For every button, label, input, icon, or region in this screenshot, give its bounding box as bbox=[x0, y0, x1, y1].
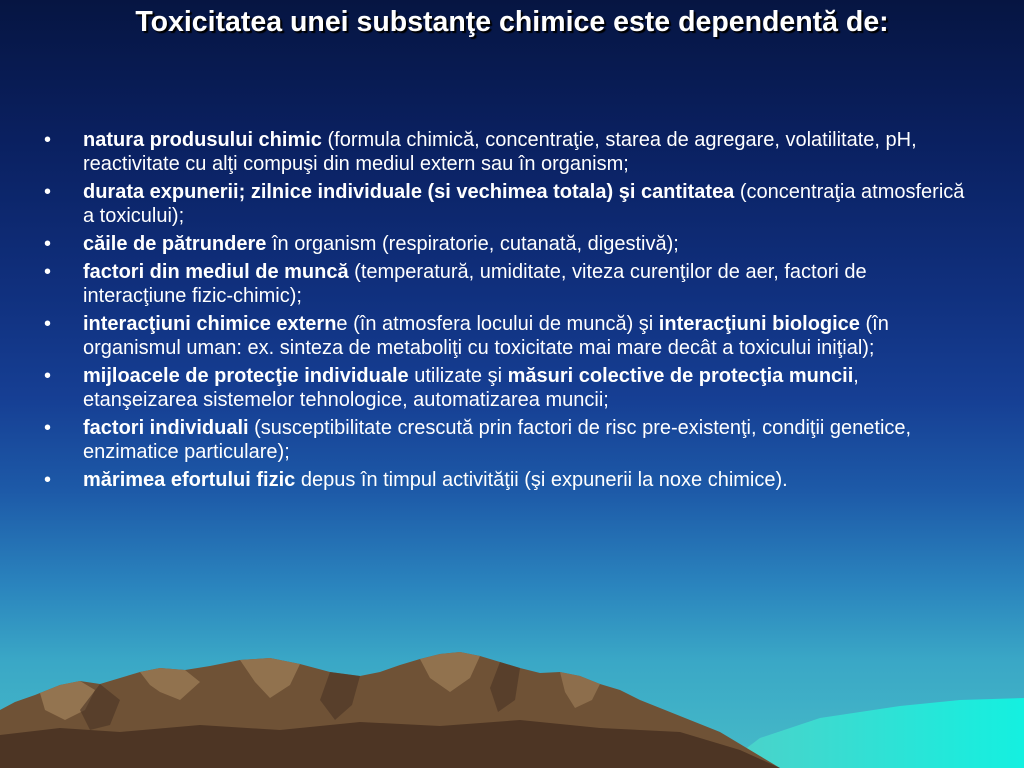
bullet-item bbox=[40, 232, 965, 256]
bullet-text: depus în timpul activităţii (şi expunerii la noxe chimice). bbox=[295, 469, 788, 491]
bullet-item bbox=[40, 416, 965, 464]
bullet-key-term: durata expunerii; zilnice individuale (si vechimea totala) şi cantitatea bbox=[83, 181, 735, 203]
bullet-text: (în organismul uman: ex. sinteza de metaboliţi cu toxicitate mai mare decât a toxicului iniţial); bbox=[83, 313, 889, 359]
bullet-dot-icon: • bbox=[44, 469, 52, 491]
water bbox=[720, 698, 1024, 768]
bullet-item bbox=[40, 128, 965, 176]
bullet-dot-icon: • bbox=[44, 129, 52, 151]
bullet-text: e (în atmosfera locului de muncă) şi bbox=[336, 313, 659, 335]
bullet-text: utilizate şi bbox=[408, 365, 508, 387]
bullet-dot-icon: • bbox=[44, 261, 52, 283]
bullet-key-term: căile de pătrundere bbox=[83, 233, 267, 255]
bullet-text: în organism (respiratorie, cutanată, digestivă); bbox=[266, 233, 679, 255]
bullet-key-term: mărimea efortului fizic bbox=[83, 469, 296, 491]
bullet-dot-icon: • bbox=[44, 313, 52, 335]
slide-title: Toxicitatea unei substanţe chimice este dependentă de: bbox=[135, 6, 889, 38]
bullet-dot-icon: • bbox=[44, 181, 52, 203]
bullet-text: (temperatură, umiditate, viteza curenţilor de aer, factori de interacţiune fizic-chimic); bbox=[83, 261, 867, 307]
mountain-landscape bbox=[0, 560, 1024, 768]
bullet-key-term: mijloacele de protecţie individuale bbox=[83, 365, 409, 387]
bullet-item bbox=[40, 260, 965, 308]
bullet-list bbox=[40, 128, 965, 496]
bullet-key-term: factori individuali bbox=[83, 417, 249, 439]
bullet-dot-icon: • bbox=[44, 365, 52, 387]
bullet-item bbox=[40, 312, 965, 360]
bullet-text: , etanşeizarea sistemelor tehnologice, automatizarea muncii; bbox=[83, 365, 859, 411]
bullet-key-term: natura produsului chimic bbox=[83, 129, 322, 151]
bullet-text: (formula chimică, concentraţie, starea de agregare, volatilitate, pH, reactivitate cu alţi compuşi din mediul extern sau în organism; bbox=[83, 129, 917, 175]
bullet-key-term: interacţiuni biologice bbox=[658, 313, 860, 335]
bullet-dot-icon: • bbox=[44, 233, 52, 255]
bullet-text: (concentraţia atmosferică a toxicului); bbox=[83, 181, 965, 227]
bullet-key-term: interacţiuni chimice extern bbox=[83, 313, 337, 335]
bullet-item bbox=[40, 468, 965, 492]
bullet-dot-icon: • bbox=[44, 417, 52, 439]
bullet-item bbox=[40, 180, 965, 228]
bullet-text: (susceptibilitate crescută prin factori de risc pre-existenţi, condiţii genetice, enzimatice particulare); bbox=[83, 417, 912, 463]
bullet-key-term: măsuri colective de protecţia muncii bbox=[507, 365, 854, 387]
bullet-key-term: factori din mediul de muncă bbox=[83, 261, 349, 283]
bullet-item bbox=[40, 364, 965, 412]
